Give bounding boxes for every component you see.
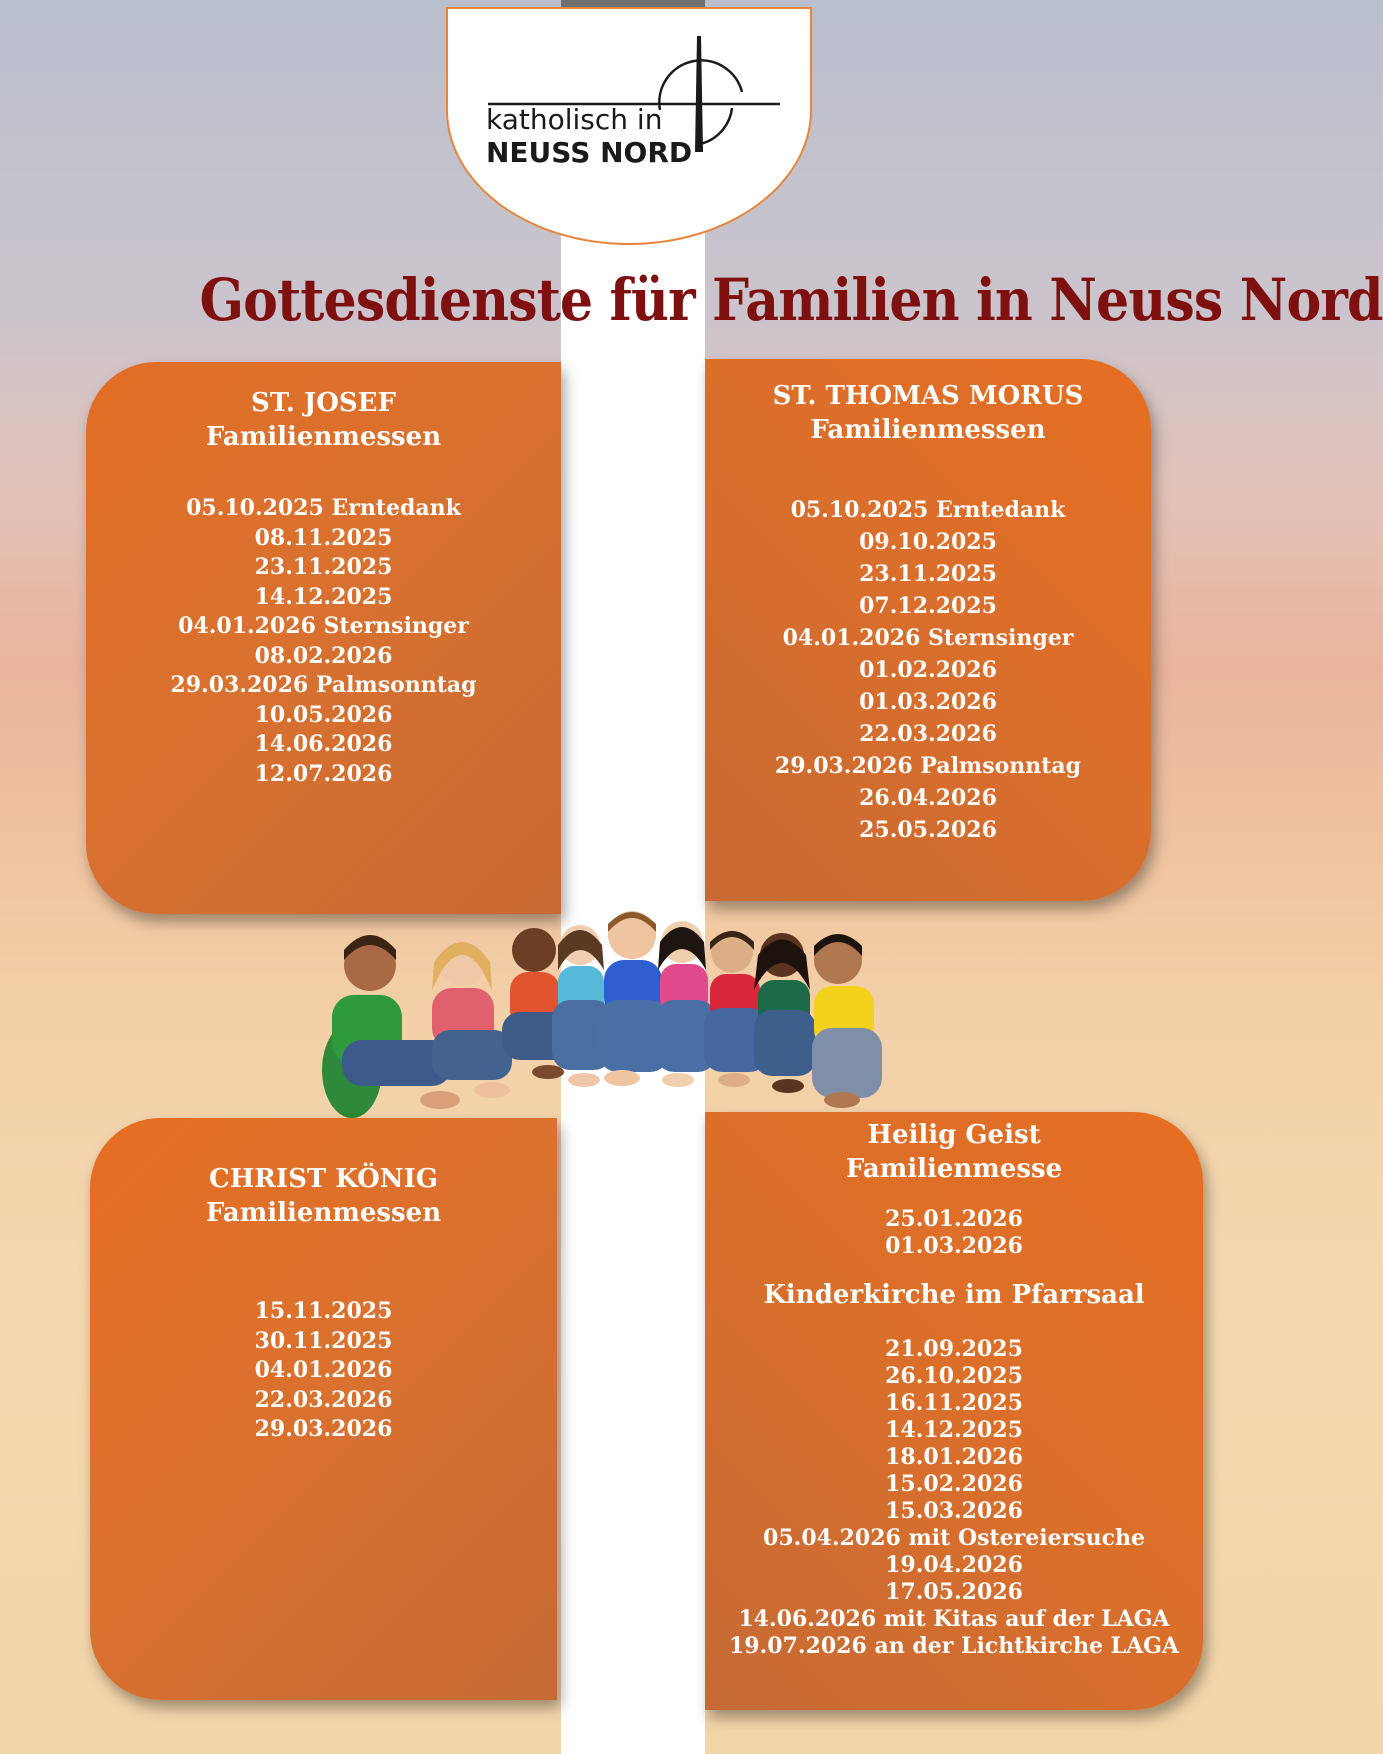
date-item: 29.03.2026 Palmsonntag [774, 753, 1082, 779]
date-item: 15.03.2026 [885, 1498, 1023, 1524]
date-item: 26.04.2026 [859, 785, 997, 811]
logo-text-line2: NEUSS NORD [486, 136, 693, 169]
panel-st-josef [86, 362, 561, 914]
date-item: 14.12.2025 [885, 1417, 1023, 1443]
date-item: 07.12.2025 [859, 593, 997, 619]
date-item: 04.01.2026 Sternsinger [782, 625, 1074, 651]
date-item: 23.11.2025 [859, 561, 997, 587]
date-list [86, 494, 561, 789]
date-item: 01.02.2026 [859, 657, 997, 683]
date-item: 29.03.2026 [254, 1416, 393, 1442]
date-item: 01.03.2026 [885, 1233, 1023, 1259]
date-item: 10.05.2026 [254, 701, 393, 728]
date-item: 04.01.2026 Sternsinger [178, 613, 469, 639]
date-item: 12.07.2026 [254, 760, 393, 787]
date-item: 14.12.2025 [254, 583, 393, 610]
children-group-image [322, 900, 912, 1125]
date-item: 16.11.2025 [885, 1390, 1023, 1416]
date-item: 09.10.2025 [859, 529, 997, 555]
date-item: 05.04.2026 mit Ostereiersuche [763, 1525, 1145, 1551]
date-item: 18.01.2026 [885, 1444, 1023, 1470]
date-item: 19.04.2026 [885, 1552, 1023, 1578]
date-list [705, 494, 1151, 846]
date-item: 26.10.2025 [885, 1363, 1023, 1389]
parish-name: ST. THOMAS MORUS [772, 381, 1084, 411]
date-item: 15.02.2026 [885, 1471, 1023, 1497]
parish-name: CHRIST KÖNIG [209, 1164, 438, 1194]
date-item: 14.06.2026 mit Kitas auf der LAGA [738, 1606, 1170, 1632]
date-item: 19.07.2026 an der Lichtkirche LAGA [729, 1633, 1179, 1659]
panel-christ-koenig [90, 1118, 557, 1700]
panel-st-thomas-morus [705, 359, 1151, 901]
panel-heilig-geist [705, 1112, 1203, 1710]
panel-subtitle: Familienmessen [205, 1198, 442, 1228]
date-item: 25.05.2026 [859, 817, 997, 843]
child-figure [754, 933, 816, 1093]
kinderkirche-heading: Kinderkirche im Pfarrsaal [763, 1280, 1145, 1310]
date-item: 21.09.2025 [885, 1336, 1023, 1362]
date-list [90, 1297, 557, 1445]
logo-text-line1: katholisch in [486, 103, 663, 136]
date-item: 08.11.2025 [254, 524, 393, 551]
date-item: 29.03.2026 Palmsonntag [170, 672, 477, 698]
date-item: 23.11.2025 [254, 554, 393, 580]
date-item: 05.10.2025 Erntedank [186, 495, 461, 521]
date-item: 01.03.2026 [859, 689, 997, 715]
page-title: Gottesdienste für Familien in Neuss Nord [199, 266, 1383, 334]
panel-subtitle: Familienmessen [810, 415, 1046, 445]
panel-heading [90, 1162, 557, 1230]
panel-subtitle: Familienmesse [845, 1154, 1063, 1184]
date-item: 08.02.2026 [254, 642, 393, 669]
panel-heading [705, 379, 1151, 447]
center-pole [561, 0, 705, 1754]
parish-name: ST. JOSEF [251, 388, 396, 418]
parish-name: Heilig Geist [867, 1120, 1041, 1150]
date-item: 25.01.2026 [885, 1206, 1023, 1232]
panel-heading [86, 386, 561, 454]
panel-heading [705, 1118, 1203, 1186]
date-item: 05.10.2025 Erntedank [790, 497, 1066, 523]
child-figure [432, 938, 512, 1098]
date-item: 22.03.2026 [254, 1386, 393, 1413]
panel-subtitle: Familienmessen [205, 422, 442, 452]
date-list [705, 1206, 1203, 1260]
date-item: 17.05.2026 [885, 1579, 1023, 1605]
kinderkirche-date-list [705, 1336, 1203, 1660]
child-figure [812, 934, 882, 1108]
date-item: 04.01.2026 [254, 1357, 393, 1383]
date-item: 14.06.2026 [254, 731, 393, 757]
date-item: 30.11.2025 [254, 1327, 393, 1354]
date-item: 22.03.2026 [859, 721, 997, 747]
date-item: 15.11.2025 [254, 1298, 393, 1324]
